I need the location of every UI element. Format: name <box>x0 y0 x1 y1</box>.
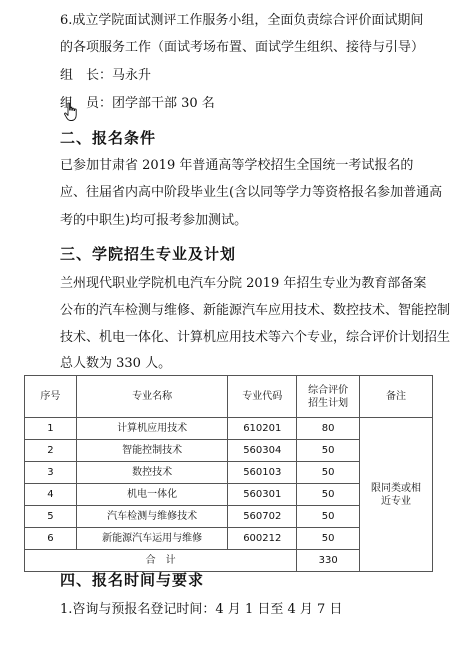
cell-plan: 50 <box>297 462 360 484</box>
group-leader: 组 长：马永升 <box>60 68 152 83</box>
cell-major-code: 600212 <box>228 528 297 550</box>
cell-major-name: 智能控制技术 <box>76 440 228 462</box>
table-header-row <box>25 376 433 418</box>
enrollment-plan-table <box>24 375 433 572</box>
group-members: 组 员：团学部干部 30 名 <box>60 96 215 111</box>
section3-line4: 总人数为 330 人。 <box>60 356 172 371</box>
section4-item1: 1.咨询与预报名登记时间：4 月 1 日至 4 月 7 日 <box>60 602 343 617</box>
section3-line2: 公布的汽车检测与维修、新能源汽车应用技术、数控技术、智能控制 <box>60 303 451 318</box>
cell-plan: 80 <box>297 418 360 440</box>
header-major-name: 专业名称 <box>76 376 228 418</box>
cell-plan: 50 <box>297 440 360 462</box>
cell-no: 3 <box>25 462 77 484</box>
cell-plan: 50 <box>297 528 360 550</box>
cell-major-code: 560301 <box>228 484 297 506</box>
section2-line3: 考的中职生)均可报考参加测试。 <box>60 213 248 228</box>
cell-major-name: 数控技术 <box>76 462 228 484</box>
cell-major-code: 560304 <box>228 440 297 462</box>
cell-total-value: 330 <box>297 550 360 572</box>
table-row <box>25 418 433 440</box>
cell-major-name: 机电一体化 <box>76 484 228 506</box>
header-major-code: 专业代码 <box>228 376 297 418</box>
cell-remark: 限同类或相近专业 <box>360 418 433 572</box>
cell-major-name: 计算机应用技术 <box>76 418 228 440</box>
hand-pointer-icon <box>63 102 79 122</box>
header-remark: 备注 <box>360 376 433 418</box>
item6-line2: 的各项服务工作（面试考场布置、面试学生组织、接待与引导） <box>60 40 425 55</box>
item6-line1: 6.成立学院面试测评工作服务小组，全面负责综合评价面试期间 <box>60 13 424 28</box>
cell-major-code: 610201 <box>228 418 297 440</box>
section2-line1: 已参加甘肃省 2019 年普通高等学校招生全国统一考试报名的 <box>60 158 414 173</box>
cell-major-name: 新能源汽车运用与维修 <box>76 528 228 550</box>
cell-no: 5 <box>25 506 77 528</box>
header-plan: 综合评价招生计划 <box>297 376 360 418</box>
section3-line3: 技术、机电一体化、计算机应用技术等六个专业，综合评价计划招生 <box>60 330 451 345</box>
cell-no: 1 <box>25 418 77 440</box>
cell-total-label: 合 计 <box>25 550 297 572</box>
cell-no: 6 <box>25 528 77 550</box>
section2-heading: 二、报名条件 <box>60 129 157 147</box>
cell-plan: 50 <box>297 506 360 528</box>
cell-major-name: 汽车检测与维修技术 <box>76 506 228 528</box>
header-no: 序号 <box>25 376 77 418</box>
cell-major-code: 560103 <box>228 462 297 484</box>
section2-line2: 应、往届省内高中阶段毕业生(含以同等学力等资格报名参加普通高 <box>60 185 443 200</box>
cell-plan: 50 <box>297 484 360 506</box>
cell-major-code: 560702 <box>228 506 297 528</box>
cell-no: 2 <box>25 440 77 462</box>
cell-no: 4 <box>25 484 77 506</box>
section3-line1: 兰州现代职业学院机电汽车分院 2019 年招生专业为教育部备案 <box>60 276 427 291</box>
section4-heading: 四、报名时间与要求 <box>60 571 205 589</box>
section3-heading: 三、学院招生专业及计划 <box>60 245 237 263</box>
